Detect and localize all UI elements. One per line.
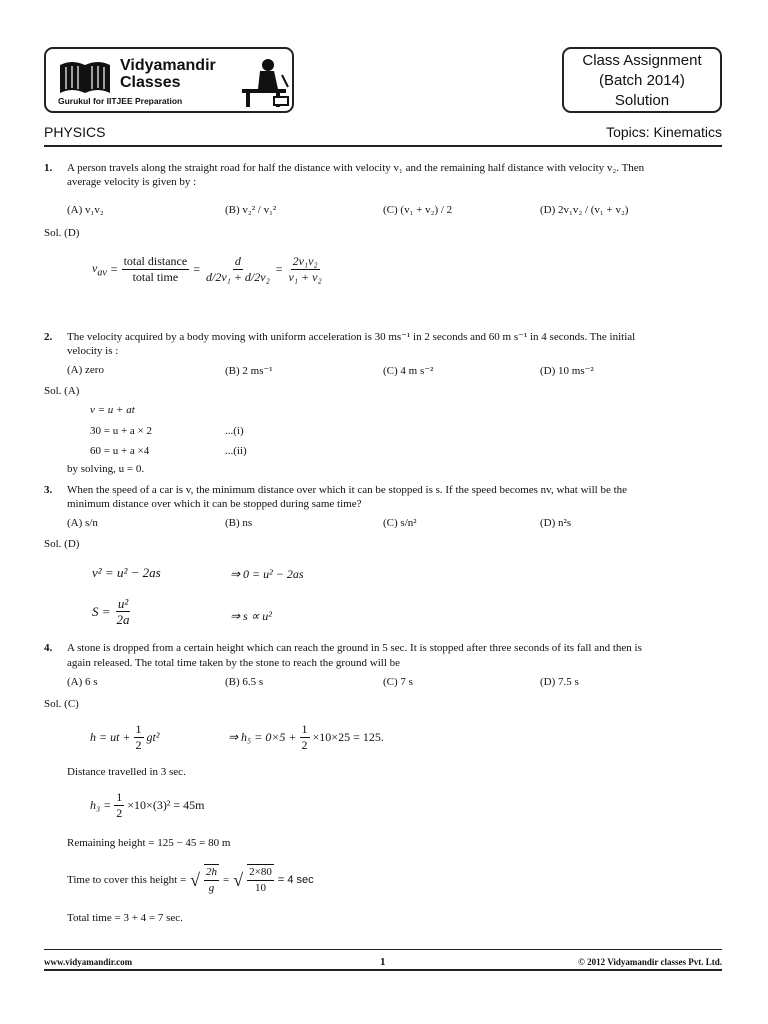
question-text: The velocity acquired by a body moving with uniform acceleration is 30 ms⁻¹ in 2 seconds and 60 m s⁻¹ in 4 seconds. The initial (67, 331, 636, 343)
option-b: (B) ns (225, 517, 253, 529)
equation-result: ⇒ 0 = u² − 2as (230, 567, 304, 581)
subject-label: PHYSICS (44, 124, 106, 140)
option-d: (D) 10 ms⁻² (540, 365, 594, 377)
question-number: 4. (44, 642, 53, 654)
option-a: (A) s/n (67, 517, 98, 529)
equation-line: 30 = u + a × 2 (90, 425, 152, 437)
question-text: again released. The total time taken by the stone to reach the ground will be (67, 657, 401, 669)
solution-result: Total time = 3 + 4 = 7 sec. (67, 912, 183, 924)
question-text: When the speed of a car is v, the minimum distance over which it can be stopped is s. If the speed becomes nv, what will be the (67, 484, 628, 496)
option-d: (D) n²s (540, 517, 572, 529)
free-fall-equation: h = ut + $\frac{1}{2}$ gt² (90, 722, 160, 752)
three-second-distance-equation: h₃ = $\frac{1}{2}$ ×10×(3)² = 45m (90, 790, 205, 820)
equation-line: v = u + at (90, 404, 135, 416)
equation-line: 60 = u + a ×4 (90, 445, 150, 457)
option-c: (C) 7 s (383, 676, 413, 688)
option-a: (A) zero (67, 364, 104, 376)
solution-label: Sol. (D) (44, 538, 80, 550)
assignment-line2: (Batch 2014) (599, 72, 685, 89)
logo-name-line1: Vidyamandir (120, 57, 216, 74)
question-text: A stone is dropped from a certain height which can reach the ground in 5 sec. It is stopped after three seconds of its fall and then is (67, 642, 642, 654)
equation-line: v² = u² − 2as (92, 565, 161, 580)
footer-divider-top (44, 949, 722, 950)
question-number: 1. (44, 162, 53, 174)
logo-tagline: Gurukul for IITJEE Preparation (58, 96, 183, 106)
equation-result: ⇒ s ∝ u² (230, 609, 272, 623)
footer-website: www.vidyamandir.com (44, 957, 133, 967)
page-number: 1 (380, 956, 386, 968)
height-equation: ⇒ h₅ = 0×5 + $\frac{1}{2}$ ×10×25 = 125. (228, 722, 384, 752)
logo-name-line2: Classes (120, 74, 181, 91)
option-a: (A) 6 s (67, 676, 98, 688)
header-divider (44, 145, 722, 147)
question-text: velocity is : (67, 345, 119, 357)
average-velocity-equation: $v_{av}$ = $\frac{\text{total distance}}{\text{total time}}$ = $\frac{d}{\text{d/2v₁ + d/2v₂}}$ = $\frac{\text{2v₁v₂}}{\text{v₁ + v₂}}$ (92, 254, 322, 284)
option-c: (C) s/n² (383, 517, 417, 529)
book-logo-icon (56, 59, 114, 95)
solution-label: Sol. (C) (44, 698, 79, 710)
assignment-line1: Class Assignment (582, 52, 702, 69)
option-b: (B) v₂² / v₁² (225, 204, 277, 216)
footer-divider-bottom (44, 969, 722, 971)
equation-tag: ...(i) (225, 425, 244, 437)
solution-text: Distance travelled in 3 sec. (67, 766, 186, 778)
student-at-desk-icon (238, 55, 290, 109)
question-text: average velocity is given by : (67, 176, 197, 188)
option-b: (B) 6.5 s (225, 676, 264, 688)
stopping-distance-equation: S = $\frac{\text{u²}}{2a}$ (92, 596, 130, 627)
time-equation: Time to cover this height = √ $\frac{2h}{g}$ = √ $\frac{2\times 80}{10}$ = 4 sec (67, 866, 314, 894)
solution-result: by solving, u = 0. (67, 463, 145, 475)
question-text: A person travels along the straight road for half the distance with velocity v₁ and the remaining half distance with velocity v₂. Then (67, 162, 645, 174)
solution-text: Remaining height = 125 − 45 = 80 m (67, 837, 231, 849)
assignment-title-box (562, 47, 722, 113)
option-b: (B) 2 ms⁻¹ (225, 365, 273, 377)
question-number: 3. (44, 484, 53, 496)
solution-label: Sol. (A) (44, 385, 80, 397)
equation-tag: ...(ii) (225, 445, 247, 457)
assignment-line3: Solution (614, 92, 670, 109)
logo-box (44, 47, 294, 113)
option-a: (A) v₁v₂ (67, 204, 104, 216)
question-text: minimum distance over which it can be stopped during same time? (67, 498, 362, 510)
footer-copyright: © 2012 Vidyamandir classes Pvt. Ltd. (578, 957, 722, 967)
topic-label: Topics: Kinematics (606, 124, 722, 140)
option-c: (C) (v₁ + v₂) / 2 (383, 204, 453, 216)
option-d: (D) 2v₁v₂ / (v₁ + v₂) (540, 204, 629, 216)
option-d: (D) 7.5 s (540, 676, 579, 688)
question-number: 2. (44, 331, 53, 343)
option-c: (C) 4 m s⁻² (383, 365, 434, 377)
solution-label: Sol. (D) (44, 227, 80, 239)
